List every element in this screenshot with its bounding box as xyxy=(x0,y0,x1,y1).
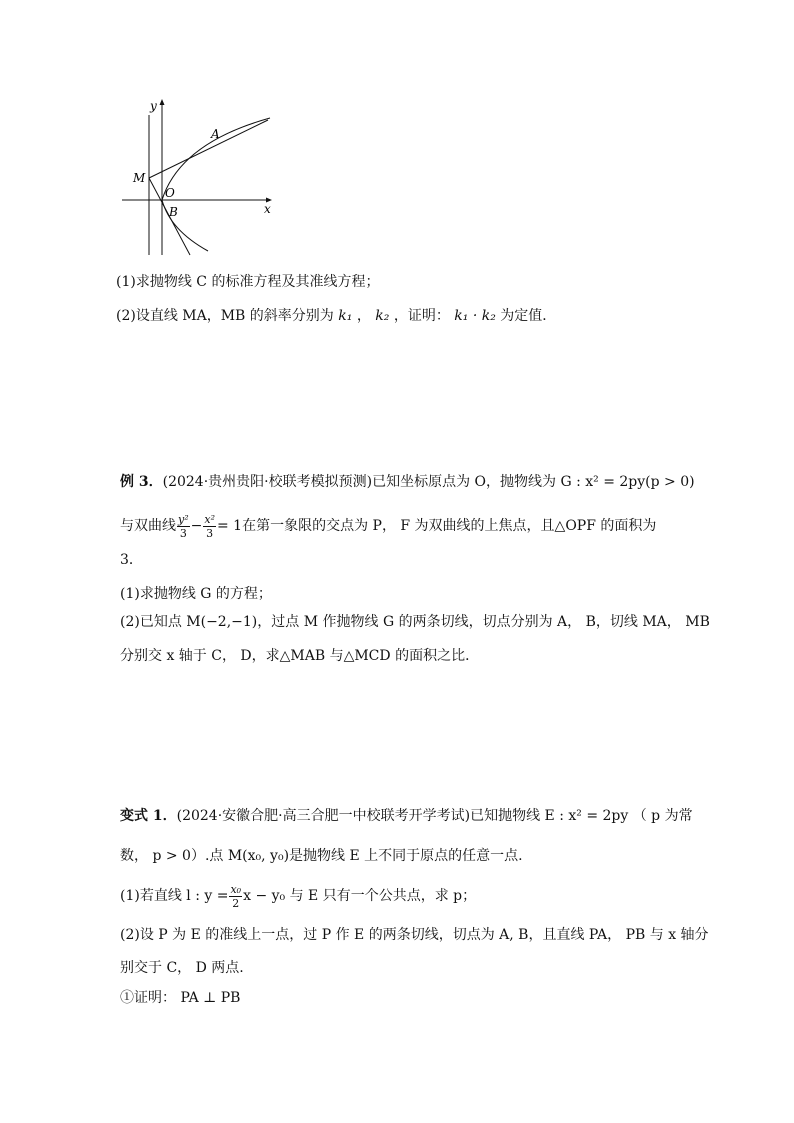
variant-1-line-1 xyxy=(120,806,693,826)
label-x: x xyxy=(264,202,271,216)
variant-1-q2-sub1-text: ①证明： PA ⊥ PB xyxy=(120,990,241,1006)
question-2-suffix: 为定值． xyxy=(500,308,557,324)
label-A: A xyxy=(211,127,220,141)
example-3-q2-text-1: (2)已知点 M(−2,−1)，过点 M 作抛物线 G 的两条切线，切点分别为 A， B，切线 MA， MB xyxy=(120,614,710,630)
variant-1-q1-suffix: x − y₀ 与 E 只有一个公共点，求 p； xyxy=(243,888,477,904)
variant-1-text-1: 已知抛物线 E : x² = 2py （ p 为常 xyxy=(470,808,693,824)
variant-1-source: (2024·安徽合肥·高三合肥一中校联考开学考试) xyxy=(176,808,471,824)
y-axis-arrow xyxy=(160,99,165,105)
parabola-figure xyxy=(110,95,285,260)
label-B: B xyxy=(169,205,178,219)
variant-1-question-1 xyxy=(120,880,476,912)
k1-symbol: k₁ xyxy=(338,308,353,324)
tangent-line-MA xyxy=(149,120,268,178)
question-1 xyxy=(116,272,379,292)
separator: ， xyxy=(356,308,371,324)
variant-1-question-2-line-1 xyxy=(120,925,709,945)
example-3-question-1 xyxy=(120,584,272,604)
example-3-q2-text-2: 分别交 x 轴于 C， D，求△MAB 与△MCD 的面积之比． xyxy=(120,648,480,664)
example-3-label: 例 3． xyxy=(120,474,163,490)
question-2 xyxy=(116,306,556,326)
variant-1-label: 变式 1． xyxy=(120,808,177,824)
variant-1-question-2-line-2 xyxy=(120,958,244,978)
example-3-source: (2024·贵州贵阳·校联考模拟预测) xyxy=(162,474,373,490)
question-2-prefix: (2)设直线 MA，MB 的斜率分别为 xyxy=(116,308,334,324)
label-M: M xyxy=(133,171,146,185)
k1-k2-product: k₁ · k₂ xyxy=(454,308,496,324)
example-3-line-3 xyxy=(120,550,143,570)
fraction-y2-over-3: $\frac{\text{y²}}{3}$ xyxy=(178,512,189,540)
k2-symbol: k₂ xyxy=(375,308,390,324)
variant-1-line-2 xyxy=(120,846,523,866)
example-3-question-2-line-2 xyxy=(120,646,479,666)
question-2-mid: ，证明： xyxy=(393,308,450,324)
example-3-question-2-line-1 xyxy=(120,612,710,632)
example-3-text-1: 已知坐标原点为 O，抛物线为 G : x² = 2py(p > 0) xyxy=(372,474,695,490)
variant-1-q2-text-2: 别交于 C， D 两点. xyxy=(120,960,244,976)
label-O: O xyxy=(165,186,175,200)
question-1-text: (1)求抛物线 C 的标准方程及其准线方程； xyxy=(116,274,380,290)
fraction-x0-over-2: $\frac{\text{x₀}}{2}$ xyxy=(230,882,242,910)
example-3-line-1 xyxy=(120,472,695,492)
variant-1-question-2-sub-1 xyxy=(120,988,240,1008)
example-3-text-2-suffix: = 1在第一象限的交点为 P， F 为双曲线的上焦点，且△OPF 的面积为 xyxy=(216,518,657,534)
label-y: y xyxy=(150,99,157,113)
example-3-text-3: 3． xyxy=(120,552,143,568)
variant-1-q1-prefix: (1)若直线 l : y = xyxy=(120,888,229,904)
example-3-text-2-prefix: 与双曲线 xyxy=(120,518,176,534)
variant-1-q2-text-1: (2)设 P 为 E 的准线上一点，过 P 作 E 的两条切线，切点为 A, B，且直线 PA， PB 与 x 轴分 xyxy=(120,927,709,943)
fraction-x2-over-3: $\frac{\text{x²}}{3}$ xyxy=(204,512,215,540)
example-3-q1-text: (1)求抛物线 G 的方程； xyxy=(120,586,272,602)
example-3-line-2 xyxy=(120,510,656,542)
minus-sign: − xyxy=(190,518,203,534)
variant-1-text-2: 数， p > 0）.点 M(x₀, y₀)是抛物线 E 上不同于原点的任意一点. xyxy=(120,848,523,864)
